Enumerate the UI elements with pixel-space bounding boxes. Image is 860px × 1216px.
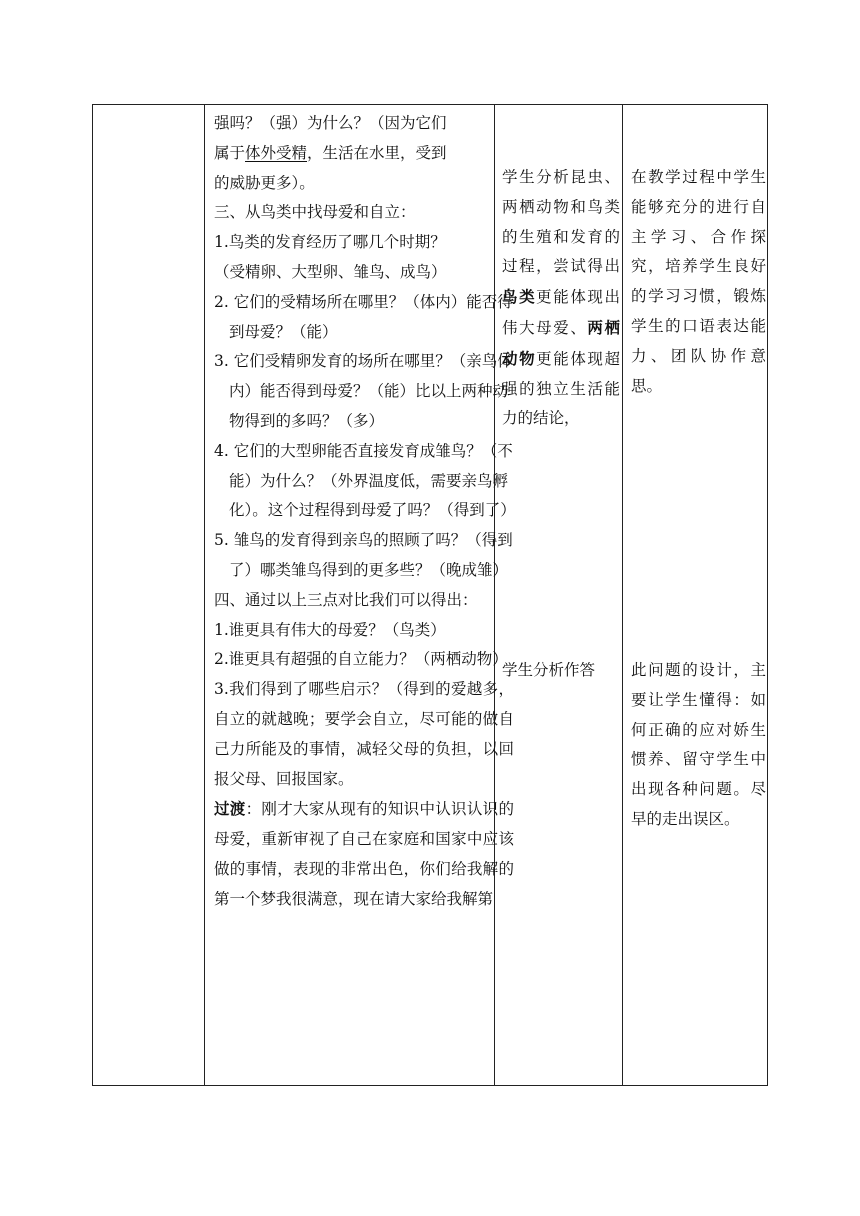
question-item: 1.鸟类的发育经历了哪几个时期？ — [214, 233, 446, 252]
design-intent-cell — [623, 163, 772, 401]
activity-text: 更能体现出伟大母爱、 — [502, 288, 620, 337]
conclusion-item: 2.谁更具有超强的自立能力？（两栖动物） — [214, 650, 508, 669]
bold-term: 鸟类 — [502, 287, 537, 307]
section-heading: 四、通过以上三点对比我们可以得出： — [214, 590, 478, 609]
section-heading: 三、从鸟类中找母爱和自立： — [214, 203, 416, 222]
student-activity-text: 学生分析作答 — [502, 661, 596, 679]
design-intent-text: 在教学过程中学生能够充分的进行自主学习、合作探究，培养学生良好的学习习惯，锻炼学生的口语表达能力、团队协作意思。 — [631, 168, 766, 395]
answer-text: （受精卵、大型卵、雏鸟、成鸟） — [214, 262, 447, 281]
question-item: 4. 它们的大型卵能否直接发育成雏鸟？（不能）为什么？（外界温度低，需要亲鸟孵化）。这个过程得到母爱了吗？（得到了） — [214, 441, 516, 520]
transition-paragraph — [214, 794, 514, 914]
conclusion-item: 1.谁更具有伟大的母爱？（鸟类） — [214, 620, 446, 639]
question-item: 5. 雏鸟的发育得到亲鸟的照顾了吗？（得到了）哪类雏鸟得到的更多些？（晚成雏） — [214, 531, 513, 579]
design-intent-text: 此问题的设计，主要让学生懂得：如何正确的应对娇生惯养、留守学生中出现各种问题。尽早的走出误区。 — [631, 661, 766, 828]
student-activity-text — [502, 163, 620, 434]
question-item: 3. 它们受精卵发育的场所在哪里？（亲鸟体内）能否得到母爱？（能）比以上两种动物得到的多吗？（多） — [214, 352, 513, 430]
transition-label: 过渡 — [214, 799, 246, 819]
activity-text: 学生分析昆虫、两栖动物和鸟类的生殖和发育的过程，尝试得出 — [502, 168, 620, 276]
design-intent-cell — [623, 656, 772, 835]
activity-text: 更能体现超强的独立生活能力的结论， — [502, 349, 620, 428]
student-activity-cell — [496, 656, 626, 686]
teaching-content-column — [205, 109, 522, 915]
transition-text: ：刚才大家从现有的知识中认识认识的母爱，重新审视了自己在家庭和国家中应该做的事情，表现的非常出色，你们给我解的第一个梦我很满意，现在请大家给我解第 — [214, 800, 514, 908]
conclusion-item: 3.我们得到了哪些启示？（得到的爱越多，自立的就越晚；要学会自立，尽可能的做自己力所能及的事情，减轻父母的负担，以回报父母、回报国家。 — [214, 680, 514, 788]
content-line — [214, 139, 514, 169]
content-text: ，生活在水里，受到 — [307, 143, 447, 162]
student-activity-cell — [496, 163, 626, 434]
bold-term: 两栖动物 — [502, 317, 620, 368]
lesson-plan-table — [92, 104, 768, 1086]
question-item: 2. 它们的受精场所在哪里？（体内）能否得到母爱？（能） — [214, 292, 513, 341]
content-text: 属于 — [214, 143, 246, 162]
content-line: 强吗？（强）为什么？（因为它们 — [214, 114, 447, 132]
content-line: 的威胁更多）。 — [214, 173, 315, 192]
underlined-term: 体外受精 — [245, 143, 308, 162]
